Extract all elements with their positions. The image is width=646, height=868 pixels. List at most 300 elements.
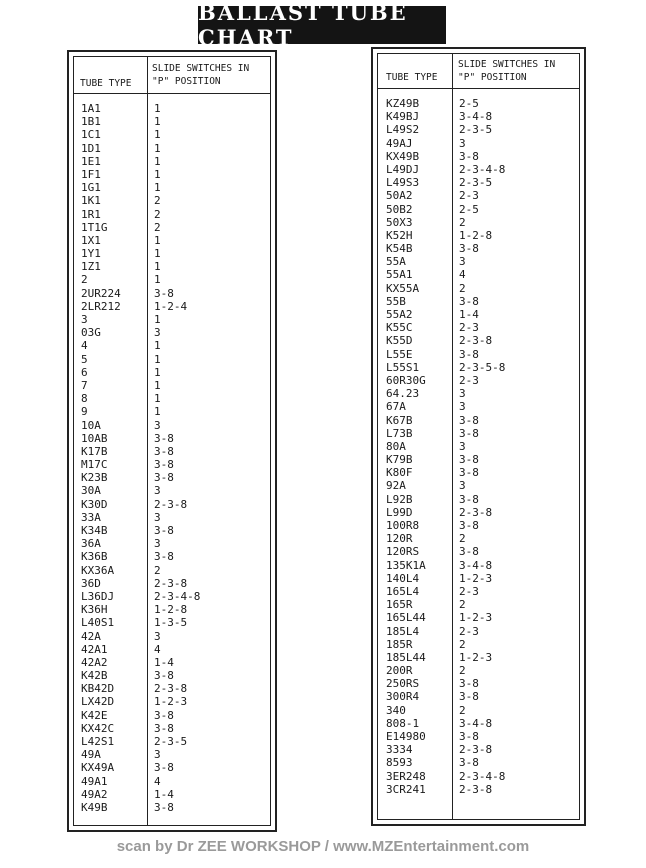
switch-position-cell: 1-4 — [459, 308, 479, 321]
tube-type-cell: K55D — [386, 334, 413, 348]
tube-type-cell: 165R — [386, 598, 413, 612]
table-row — [386, 414, 559, 427]
tube-type-cell: KZ49B — [386, 97, 420, 110]
table-row — [81, 300, 254, 313]
table-row — [81, 326, 254, 339]
table-row — [386, 387, 559, 400]
switch-position-cell: 3 — [154, 629, 161, 643]
table-row — [386, 334, 559, 347]
table-row — [386, 756, 559, 769]
tube-type-cell: 3 — [81, 313, 88, 326]
switch-position-cell: 2-3-8 — [459, 505, 493, 519]
switch-position-cell: 1 — [154, 260, 161, 274]
table-row — [386, 783, 559, 796]
switch-position-cell: 3-8 — [459, 294, 479, 308]
table-row — [81, 775, 254, 788]
table-row — [81, 788, 254, 801]
tube-type-cell: 2LR212 — [81, 299, 121, 313]
switch-position-cell: 2 — [459, 598, 466, 612]
switch-position-cell: 2-3 — [459, 584, 479, 598]
tube-type-cell: KX55A — [386, 281, 420, 295]
switch-position-cell: 4 — [459, 268, 466, 282]
switch-position-cell: 3 — [459, 255, 466, 269]
table-row — [81, 537, 254, 550]
table-row — [386, 150, 559, 163]
switch-position-cell: 1-3-5 — [154, 616, 188, 630]
switch-position-cell: 3 — [459, 136, 466, 150]
table-row — [386, 123, 559, 136]
table-row — [81, 616, 254, 629]
switch-position-cell: 2-3-5 — [459, 176, 493, 190]
table-row — [386, 651, 559, 664]
tube-type-cell: 60R30G — [386, 373, 426, 387]
table-row — [81, 458, 254, 471]
switch-position-cell: 1 — [154, 378, 161, 392]
tube-type-cell: 1K1 — [81, 194, 101, 208]
tube-type-cell: 100R8 — [386, 519, 420, 532]
table-row — [81, 353, 254, 366]
tube-type-cell: 33A — [81, 510, 101, 524]
table-row — [386, 677, 559, 690]
switch-position-cell: 1-2-3 — [459, 571, 493, 585]
switch-position-cell: 1 — [154, 339, 161, 353]
tube-type-cell: 1D1 — [81, 141, 101, 155]
tube-type-cell: 3ER248 — [386, 769, 426, 783]
switch-position-cell: 1-2-3 — [154, 695, 188, 709]
tube-type-cell: K42B — [81, 669, 108, 683]
tube-type-cell: K52H — [386, 228, 413, 242]
switch-position-cell: 3 — [459, 387, 466, 401]
tube-type-cell: L49S3 — [386, 176, 420, 190]
switch-position-cell: 3-8 — [459, 545, 479, 559]
table-row — [81, 405, 254, 418]
switch-position-cell: 3-8 — [459, 453, 479, 467]
switch-position-cell: 2-3 — [459, 373, 479, 387]
switch-position-cell: 3-8 — [459, 492, 479, 506]
switch-position-cell: 3 — [459, 400, 466, 414]
tube-type-cell: L49S2 — [386, 123, 420, 137]
table-row — [81, 735, 254, 748]
switch-position-cell: 3-8 — [154, 550, 174, 564]
table-row — [386, 730, 559, 743]
tube-type-cell: 250RS — [386, 677, 420, 691]
switch-position-cell: 2 — [459, 664, 466, 678]
tube-type-cell: 1B1 — [81, 115, 101, 129]
tube-type-cell: KX49A — [81, 761, 115, 775]
table-row — [81, 603, 254, 616]
table-row — [386, 137, 559, 150]
switch-position-cell: 3-8 — [154, 708, 174, 722]
table-row — [386, 743, 559, 756]
switch-position-cell: 1-4 — [154, 655, 174, 669]
switch-position-cell: 1-2-8 — [154, 603, 188, 617]
switch-position-cell: 1-2-3 — [459, 650, 493, 664]
tube-type-cell: 10AB — [81, 431, 108, 445]
switch-position-cell: 3-8 — [154, 431, 174, 445]
table-row — [81, 643, 254, 656]
table-row — [81, 234, 254, 247]
table-row — [386, 255, 559, 268]
table-row — [386, 690, 559, 703]
tube-type-cell: 200R — [386, 664, 413, 678]
table-row — [81, 669, 254, 682]
table-row — [386, 453, 559, 466]
table-row — [386, 268, 559, 281]
switch-position-cell: 1 — [154, 365, 161, 379]
table-row — [386, 216, 559, 229]
table-row — [81, 695, 254, 708]
switch-position-cell: 2-3-8 — [459, 334, 493, 348]
table-row — [81, 801, 254, 814]
tube-type-cell: 49AJ — [386, 136, 413, 150]
tube-type-cell: 55B — [386, 294, 406, 308]
tube-type-cell: KB42D — [81, 682, 115, 696]
table-row — [386, 704, 559, 717]
tube-type-cell: 8593 — [386, 756, 413, 770]
switch-position-cell: 3-8 — [459, 242, 479, 256]
tube-type-cell: 67A — [386, 400, 406, 414]
tube-type-cell: 1Z1 — [81, 260, 101, 274]
tube-type-cell: K49BJ — [386, 110, 420, 124]
switch-position-cell: 1-2-8 — [459, 228, 493, 242]
tube-type-cell: 42A2 — [81, 655, 108, 669]
tube-type-cell: 1A1 — [81, 102, 101, 115]
table-row — [81, 630, 254, 643]
table-row — [386, 572, 559, 585]
table-row — [81, 577, 254, 590]
switch-position-cell: 2-3-4-8 — [459, 769, 506, 783]
tube-type-cell: 6 — [81, 365, 88, 379]
tube-type-cell: K54B — [386, 242, 413, 256]
table-row — [81, 260, 254, 273]
tube-type-cell: 50B2 — [386, 202, 413, 216]
switch-position-cell: 3-8 — [154, 471, 174, 485]
tube-type-cell: K36B — [81, 550, 108, 564]
table-row — [81, 550, 254, 563]
right-header-divider — [377, 88, 580, 89]
table-row — [81, 564, 254, 577]
table-row — [386, 519, 559, 532]
tube-type-cell: K17B — [81, 444, 108, 458]
table-row — [81, 221, 254, 234]
switch-position-cell: 3-8 — [154, 458, 174, 472]
tube-type-cell: 42A — [81, 629, 101, 643]
tube-type-cell: 300R4 — [386, 690, 420, 704]
switch-position-cell: 1 — [154, 392, 161, 406]
table-row — [386, 400, 559, 413]
table-row — [386, 374, 559, 387]
table-row — [386, 625, 559, 638]
tube-type-cell: 185L4 — [386, 624, 420, 638]
switch-position-cell: 3-4-8 — [459, 110, 493, 124]
switch-position-cell: 2-3-5 — [154, 735, 188, 748]
switch-position-cell: 3-4-8 — [459, 558, 493, 572]
tube-type-cell: 1Y1 — [81, 247, 101, 261]
tube-type-cell: 1T1G — [81, 220, 108, 234]
tube-type-cell: K23B — [81, 471, 108, 485]
table-row — [386, 97, 559, 110]
tube-type-cell: 120RS — [386, 545, 420, 559]
table-row — [81, 432, 254, 445]
switch-position-cell: 1 — [154, 115, 161, 129]
tube-type-cell: 340 — [386, 703, 406, 717]
tube-type-cell: 64.23 — [386, 387, 420, 401]
tube-type-cell: K67B — [386, 413, 413, 427]
tube-type-cell: K34B — [81, 524, 108, 537]
tube-type-cell: 140L4 — [386, 571, 420, 585]
switch-position-cell: 3-8 — [459, 413, 479, 427]
tube-type-cell: 2UR224 — [81, 286, 121, 300]
tube-type-cell: KX49B — [386, 149, 420, 163]
tube-type-cell: 9 — [81, 405, 88, 419]
switch-position-cell: 1 — [154, 405, 161, 419]
table-row — [81, 339, 254, 352]
tube-type-cell: 2 — [81, 273, 88, 287]
table-row — [81, 419, 254, 432]
switch-position-cell: 3 — [154, 418, 161, 432]
switch-position-cell: 3 — [154, 484, 161, 498]
tube-type-cell: 50A2 — [386, 189, 413, 203]
switch-position-cell: 2 — [459, 637, 466, 651]
switch-position-cell: 3-8 — [459, 756, 479, 770]
table-row — [386, 427, 559, 440]
switch-position-cell: 1 — [154, 352, 161, 366]
tube-type-cell: 1X1 — [81, 233, 101, 247]
switch-position-cell: 3-8 — [154, 524, 174, 537]
tube-type-cell: LX42D — [81, 695, 115, 709]
tube-type-cell: L92B — [386, 492, 413, 506]
switch-position-cell: 3 — [154, 537, 161, 551]
switch-position-cell: 2-3-8 — [154, 576, 188, 590]
table-row — [386, 110, 559, 123]
tube-type-cell: K36H — [81, 603, 108, 617]
table-row — [81, 656, 254, 669]
switch-position-cell: 2 — [459, 532, 466, 546]
tube-type-cell: 120R — [386, 532, 413, 546]
table-row — [386, 348, 559, 361]
switch-position-cell: 2-3-8 — [154, 682, 188, 696]
switch-position-cell: 1-2-4 — [154, 299, 188, 313]
table-row — [81, 392, 254, 405]
scan-credit-footer: scan by Dr ZEE WORKSHOP / www.MZEntertainment.com — [116, 838, 530, 855]
left-header-slide-switches: SLIDE SWITCHES IN "P" POSITION — [152, 63, 250, 87]
tube-type-cell: 55A1 — [386, 268, 413, 282]
tube-type-cell: K42E — [81, 708, 108, 722]
left-header-divider — [73, 93, 271, 94]
table-row — [81, 194, 254, 207]
table-row — [81, 128, 254, 141]
switch-position-cell: 2 — [154, 563, 161, 577]
tube-type-cell: 1R1 — [81, 207, 101, 221]
tube-type-cell: 55A2 — [386, 308, 413, 321]
table-row — [81, 445, 254, 458]
tube-type-cell: L49DJ — [386, 162, 420, 176]
right-header-tube-type: TUBE TYPE — [386, 72, 438, 83]
tube-type-cell: 165L44 — [386, 611, 426, 625]
table-row — [386, 559, 559, 572]
tube-type-cell: K79B — [386, 453, 413, 467]
tube-type-cell: 3CR241 — [386, 782, 426, 796]
table-row — [81, 590, 254, 603]
table-row — [386, 361, 559, 374]
tube-type-cell: 3334 — [386, 743, 413, 757]
switch-position-cell: 4 — [154, 774, 161, 788]
switch-position-cell: 3-8 — [459, 149, 479, 163]
switch-position-cell: 2-3-4-8 — [154, 589, 201, 603]
table-row — [81, 142, 254, 155]
switch-position-cell: 2-3 — [459, 189, 479, 203]
table-row — [81, 273, 254, 286]
tube-type-cell: 49A1 — [81, 774, 108, 788]
switch-position-cell: 1 — [154, 141, 161, 155]
table-row — [81, 722, 254, 735]
tube-type-cell: 55A — [386, 255, 406, 269]
switch-position-cell: 3-8 — [154, 721, 174, 735]
switch-position-cell: 1 — [154, 128, 161, 142]
tube-type-cell: M17C — [81, 458, 108, 472]
tube-type-cell: 8 — [81, 392, 88, 406]
table-row — [81, 102, 254, 115]
switch-position-cell: 3-8 — [459, 690, 479, 704]
table-row — [81, 181, 254, 194]
table-row — [81, 748, 254, 761]
switch-position-cell: 2-3-5 — [459, 123, 493, 137]
table-row — [81, 287, 254, 300]
left-header-tube-type: TUBE TYPE — [80, 78, 132, 89]
table-row — [81, 709, 254, 722]
table-row — [81, 511, 254, 524]
table-row — [386, 717, 559, 730]
tube-type-cell: L55S1 — [386, 360, 420, 374]
tube-type-cell: L55E — [386, 347, 413, 361]
switch-position-cell: 2-3-4-8 — [459, 162, 506, 176]
table-row — [386, 598, 559, 611]
right-table-rows — [386, 97, 559, 796]
tube-type-cell: K55C — [386, 321, 413, 335]
table-row — [386, 638, 559, 651]
switch-position-cell: 2-3 — [459, 321, 479, 335]
switch-position-cell: 3 — [459, 439, 466, 453]
switch-position-cell: 3-8 — [459, 730, 479, 743]
switch-position-cell: 3 — [154, 510, 161, 524]
tube-type-cell: KX42C — [81, 721, 115, 735]
switch-position-cell: 2 — [154, 194, 161, 208]
switch-position-cell: 1-2-3 — [459, 611, 493, 625]
tube-type-cell: 49A — [81, 748, 101, 762]
table-row — [386, 585, 559, 598]
tube-type-cell: 4 — [81, 339, 88, 353]
table-row — [386, 229, 559, 242]
table-row — [81, 115, 254, 128]
switch-position-cell: 3 — [459, 479, 466, 493]
tube-type-cell: 1F1 — [81, 167, 101, 181]
switch-position-cell: 3-8 — [154, 444, 174, 458]
tube-type-cell: 1C1 — [81, 128, 101, 142]
table-row — [386, 203, 559, 216]
switch-position-cell: 2 — [459, 281, 466, 295]
table-row — [81, 155, 254, 168]
table-row — [386, 611, 559, 624]
tube-type-cell: 42A1 — [81, 642, 108, 656]
switch-position-cell: 3 — [154, 326, 161, 340]
tube-type-cell: L36DJ — [81, 589, 115, 603]
switch-position-cell: 3-8 — [154, 286, 174, 300]
switch-position-cell: 3-8 — [459, 347, 479, 361]
left-table-rows — [81, 102, 254, 814]
table-row — [386, 770, 559, 783]
tube-type-cell: L42S1 — [81, 735, 115, 748]
switch-position-cell: 3-8 — [154, 800, 174, 814]
tube-type-cell: 185R — [386, 637, 413, 651]
switch-position-cell: 3-8 — [459, 519, 479, 532]
table-row — [81, 761, 254, 774]
table-row — [386, 479, 559, 492]
tube-type-cell: 808-1 — [386, 716, 420, 730]
switch-position-cell: 3-4-8 — [459, 716, 493, 730]
switch-position-cell: 2 — [459, 215, 466, 229]
table-row — [81, 524, 254, 537]
switch-position-cell: 2 — [459, 703, 466, 717]
table-row — [81, 471, 254, 484]
tube-type-cell: 30A — [81, 484, 101, 498]
table-row — [81, 313, 254, 326]
tube-type-cell: 185L44 — [386, 650, 426, 664]
switch-position-cell: 1 — [154, 273, 161, 287]
table-row — [81, 379, 254, 392]
switch-position-cell: 4 — [154, 642, 161, 656]
tube-type-cell: L73B — [386, 426, 413, 440]
table-row — [386, 493, 559, 506]
switch-position-cell: 2-3-5-8 — [459, 360, 506, 374]
switch-position-cell: 1 — [154, 154, 161, 168]
switch-position-cell: 2 — [154, 220, 161, 234]
tube-type-cell: KX36A — [81, 563, 115, 577]
table-row — [386, 664, 559, 677]
tube-type-cell: K80F — [386, 466, 413, 480]
table-row — [386, 321, 559, 334]
table-row — [81, 682, 254, 695]
table-row — [386, 176, 559, 189]
switch-position-cell: 2 — [154, 207, 161, 221]
switch-position-cell: 2-3 — [459, 624, 479, 638]
switch-position-cell: 1 — [154, 313, 161, 326]
table-row — [386, 506, 559, 519]
switch-position-cell: 3-8 — [154, 761, 174, 775]
switch-position-cell: 1 — [154, 167, 161, 181]
switch-position-cell: 3 — [154, 748, 161, 762]
tube-type-cell: 03G — [81, 326, 101, 340]
switch-position-cell: 3-8 — [459, 426, 479, 440]
tube-type-cell: 165L4 — [386, 584, 420, 598]
table-row — [386, 242, 559, 255]
tube-type-cell: L40S1 — [81, 616, 115, 630]
tube-type-cell: 49A2 — [81, 787, 108, 801]
tube-type-cell: L99D — [386, 505, 413, 519]
table-row — [81, 208, 254, 221]
table-row — [386, 189, 559, 202]
switch-position-cell: 3-8 — [459, 677, 479, 691]
chart-title: BALLAST TUBE CHART — [198, 6, 446, 44]
switch-position-cell: 1-4 — [154, 787, 174, 801]
table-row — [386, 440, 559, 453]
table-row — [386, 308, 559, 321]
tube-type-cell: K49B — [81, 800, 108, 814]
right-header-slide-switches: SLIDE SWITCHES IN "P" POSITION — [458, 59, 556, 83]
table-row — [81, 247, 254, 260]
table-row — [386, 282, 559, 295]
tube-type-cell: 135K1A — [386, 558, 426, 572]
tube-type-cell: 80A — [386, 439, 406, 453]
